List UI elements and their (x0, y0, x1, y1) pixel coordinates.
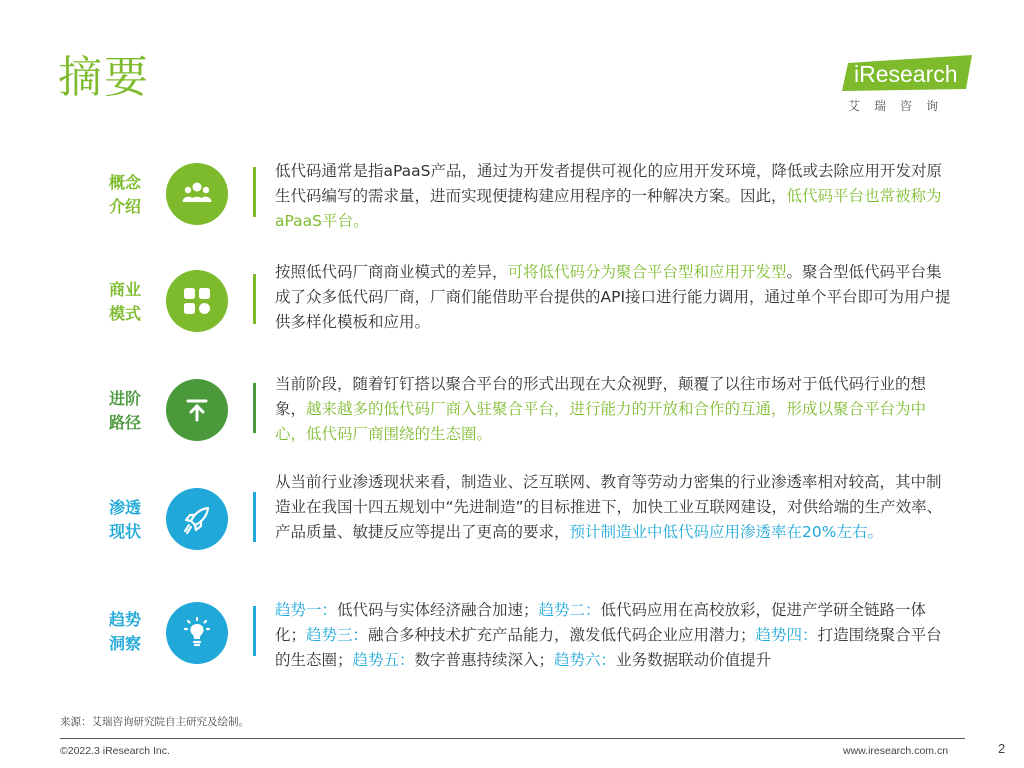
section-label (96, 608, 154, 656)
section-text: 趋势一：低代码与实体经济融合加速；趋势二：低代码应用在高校放彩，促进产学研全链路一体化；趋势三：融合多种技术扩充产品能力，激发低代码企业应用潜力；趋势四：打造围绕聚合平台的生态圈；趋势五：数字普惠持续深入；趋势六：业务数据联动价值提升 (275, 601, 942, 669)
copyright: ©2022.3 iResearch Inc. (60, 745, 170, 757)
page-title: 摘要 (58, 52, 150, 103)
website-link[interactable]: www.iresearch.com.cn (843, 745, 949, 757)
section-label-line1: 商业 (108, 280, 141, 299)
grid-blocks-icon (166, 270, 228, 332)
logo-name: iResearch (854, 61, 958, 87)
section-label-line1: 进阶 (108, 389, 141, 408)
section-text: 按照低代码厂商商业模式的差异，可将低代码分为聚合平台型和应用开发型。聚合型低代码平台集成了众多低代码厂商，厂商们能借助平台提供的API接口进行能力调用，通过单个平台即可为用户提供多样化模板和应用。 (275, 263, 951, 331)
section-label (96, 278, 154, 326)
section-label-line2: 介绍 (108, 197, 141, 216)
section-text: 当前阶段，随着钉钉搭以聚合平台的形式出现在大众视野，颠覆了以往市场对于低代码行业的想象，越来越多的低代码厂商入驻聚合平台，进行能力的开放和合作的互通，形成以聚合平台为中心，低代码厂商围绕的生态圈。 (275, 375, 927, 443)
logo-subtitle: 艾瑞咨询 (848, 99, 953, 113)
section-divider (253, 606, 256, 656)
section-divider (253, 274, 256, 324)
section-label-line1: 趋势 (108, 610, 141, 629)
source-note: 来源：艾瑞咨询研究院自主研究及绘制。 (60, 716, 249, 728)
arrow-up-icon (166, 379, 228, 441)
section-label (96, 171, 154, 219)
section-label-line2: 洞察 (108, 634, 141, 653)
footer-divider (60, 738, 965, 739)
section-text: 低代码通常是指aPaaS产品，通过为开发者提供可视化的应用开发环境，降低或去除应用开发对原生代码编写的需求量，进而实现便捷构建应用程序的一种解决方案。因此，低代码平台也常被称为aPaaS平台。 (275, 162, 942, 230)
section-label (96, 496, 154, 544)
section-label-line1: 渗透 (108, 498, 141, 517)
iresearch-logo (842, 55, 977, 115)
section-divider (253, 383, 256, 433)
section-label-line2: 现状 (108, 522, 141, 541)
section-label (96, 387, 154, 435)
section-label-line2: 模式 (108, 304, 141, 323)
rocket-icon (166, 488, 228, 550)
section-label-line2: 路径 (108, 413, 141, 432)
section-text: 从当前行业渗透现状来看，制造业、泛互联网、教育等劳动力密集的行业渗透率相对较高，其中制造业在我国十四五规划中“先进制造”的目标推进下，加快工业互联网建设，对供给端的生产效率、产品质量、敏捷反应等提出了更高的要求，预计制造业中低代码应用渗透率在20%左右。 (275, 473, 943, 541)
lightbulb-icon (166, 602, 228, 664)
section-divider (253, 167, 256, 217)
section-label-line1: 概念 (108, 173, 141, 192)
page-number: 2 (998, 741, 1006, 756)
section-divider (253, 492, 256, 542)
users-group-icon (166, 163, 228, 225)
